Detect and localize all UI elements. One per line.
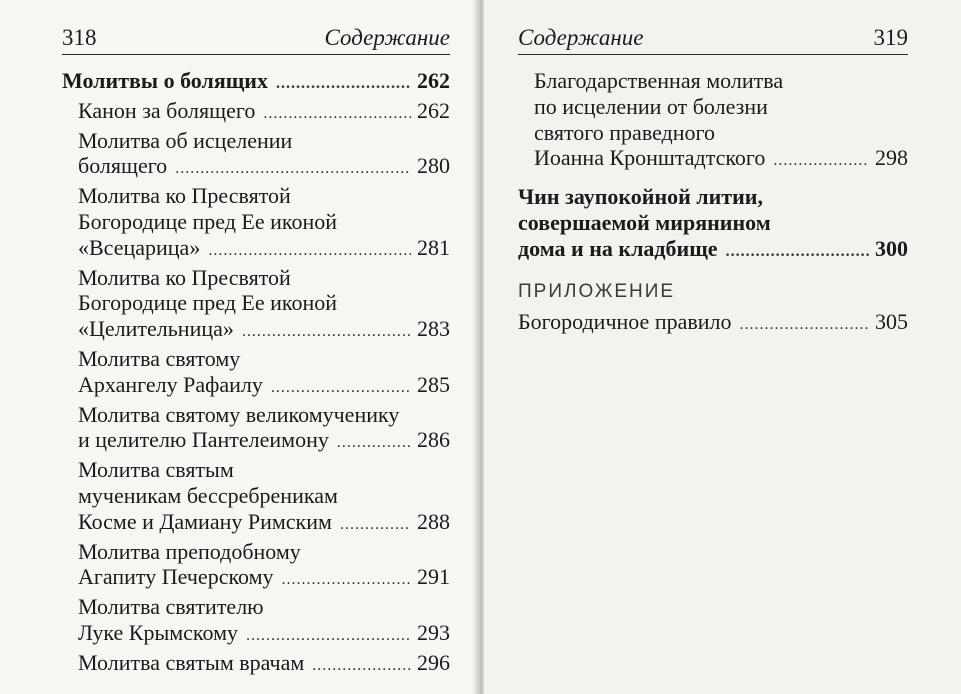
dot-leader — [208, 238, 411, 264]
appendix-entries — [518, 309, 908, 338]
toc-page-number: 262 — [417, 68, 450, 93]
toc-entry — [62, 183, 450, 263]
toc-entry-last-line — [78, 650, 450, 679]
toc-entry-line: Архангелу Рафаилу — [78, 371, 263, 397]
toc-entry-line: Молитва святым врачам — [78, 649, 305, 675]
toc-entry — [62, 68, 450, 97]
toc-entry — [62, 98, 450, 127]
toc-entry — [62, 265, 450, 345]
toc-entry-last-line — [534, 145, 908, 174]
toc-entry — [62, 128, 450, 183]
toc-entry-line: Молитва святым — [78, 457, 234, 483]
toc-entry-line: болящего — [78, 153, 168, 179]
running-title: Содержание — [324, 25, 450, 50]
toc-entry-line: святого праведного — [534, 119, 715, 145]
dot-leader — [726, 239, 869, 265]
dot-leader — [276, 71, 411, 97]
page-number: 318 — [62, 25, 97, 50]
toc-entry — [518, 184, 908, 264]
toc-entry-last-line — [78, 620, 450, 649]
toc-entry-last-line — [78, 235, 450, 264]
toc-page-number: 286 — [417, 427, 450, 453]
toc-entries — [518, 68, 908, 265]
dot-leader — [773, 148, 869, 174]
toc-page-number: 305 — [875, 308, 908, 334]
left-page — [0, 0, 478, 694]
toc-entry-line: Молитва святителю — [78, 594, 264, 620]
dot-leader — [271, 375, 411, 401]
toc-entry-last-line — [78, 98, 450, 127]
toc-entry-line: Благодарственная молитва — [534, 68, 784, 93]
running-head — [62, 22, 450, 55]
toc-entry-line: Луке Крымскому — [78, 619, 238, 645]
toc-entry — [62, 650, 450, 679]
toc-page-number: 291 — [417, 564, 450, 590]
toc-entry-line: Агапиту Печерскому — [78, 564, 274, 590]
dot-leader — [312, 653, 411, 679]
table-of-contents — [518, 68, 908, 337]
dot-leader — [175, 156, 411, 182]
toc-entry-line: совершаемой мирянином — [518, 209, 771, 235]
toc-page-number: 285 — [417, 371, 450, 397]
table-of-contents — [62, 68, 450, 679]
toc-page-number: 296 — [417, 649, 450, 675]
toc-entry-last-line — [78, 316, 450, 345]
toc-page-number: 281 — [417, 234, 450, 260]
toc-entry-last-line — [78, 509, 450, 538]
toc-page-number: 288 — [417, 508, 450, 534]
toc-entry-line: «Целительница» — [78, 316, 234, 342]
toc-entry-line: по исцелении от болезни — [534, 93, 768, 119]
toc-entry-line: дома и на кладбище — [518, 235, 718, 261]
toc-entry-last-line — [78, 153, 450, 182]
toc-entry — [518, 309, 908, 338]
toc-entry — [62, 346, 450, 401]
running-head — [518, 22, 908, 55]
toc-entry-line: Богородице пред Ее иконой — [78, 208, 338, 234]
dot-leader — [246, 623, 411, 649]
toc-page-number: 293 — [417, 619, 450, 645]
toc-entry-line: Канон за болящего — [78, 97, 256, 123]
toc-entry-last-line — [78, 427, 450, 456]
toc-page-number: 283 — [417, 316, 450, 342]
toc-entry-line: Богородице пред Ее иконой — [78, 290, 338, 316]
dot-leader — [340, 512, 411, 538]
toc-entry-line: Молитва святому великомученику — [78, 401, 400, 427]
toc-page-number: 262 — [417, 97, 450, 123]
toc-entry-line: Чин заупокойной литии, — [518, 184, 763, 210]
toc-entry-line: Молитвы о болящих — [62, 68, 268, 93]
toc-entry-line: Молитва ко Пресвятой — [78, 264, 291, 290]
toc-entry — [62, 539, 450, 594]
toc-entry-last-line — [78, 372, 450, 401]
page-number: 319 — [873, 25, 908, 50]
toc-entry-line: Молитва преподобному — [78, 538, 301, 564]
toc-entry-last-line — [518, 236, 908, 265]
right-page — [484, 0, 961, 694]
toc-entry-line: Косме и Дамиану Римским — [78, 508, 332, 534]
toc-page-number: 280 — [417, 153, 450, 179]
toc-entry-last-line — [78, 564, 450, 593]
toc-page-number: 298 — [875, 145, 908, 171]
toc-entry-line: Молитва святому — [78, 345, 241, 371]
toc-entry-line: Иоанна Кронштадтского — [534, 145, 766, 171]
dot-leader — [337, 430, 411, 456]
appendix-heading: ПРИЛОЖЕНИЕ — [518, 280, 676, 302]
toc-entry-last-line — [518, 309, 908, 338]
toc-page-number: 300 — [875, 235, 908, 261]
dot-leader — [242, 319, 411, 345]
toc-entry-line: «Всецарица» — [78, 234, 201, 260]
toc-entry — [62, 402, 450, 457]
toc-entry-last-line — [62, 68, 450, 97]
dot-leader — [282, 567, 411, 593]
running-title: Содержание — [518, 25, 644, 50]
toc-entry-line: мученикам бессребреникам — [78, 482, 338, 508]
toc-entry-line: и целителю Пантелеимону — [78, 427, 329, 453]
toc-entry-line: Богородичное правило — [518, 308, 732, 334]
toc-entry — [62, 594, 450, 649]
toc-entry-line: Молитва об исцелении — [78, 127, 293, 153]
dot-leader — [263, 101, 411, 127]
toc-entry-line: Молитва ко Пресвятой — [78, 183, 291, 209]
toc-entry — [62, 457, 450, 537]
toc-entry — [518, 68, 908, 174]
dot-leader — [740, 312, 870, 338]
